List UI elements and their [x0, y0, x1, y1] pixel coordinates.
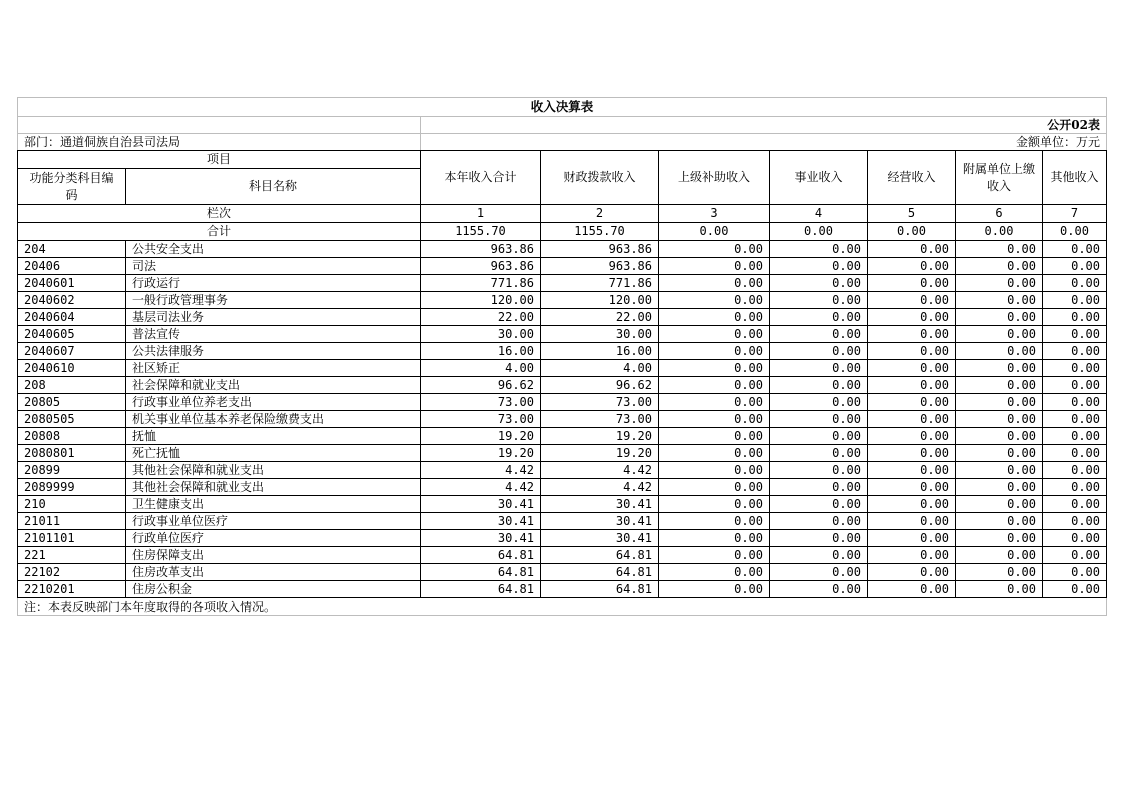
table-row [18, 394, 1107, 411]
amount-cell: 0.00 [956, 275, 1043, 292]
table-note: 注：本表反映部门本年度取得的各项收入情况。 [18, 598, 1107, 616]
report-table [17, 97, 1107, 616]
amount-cell: 64.81 [541, 581, 659, 598]
amount-cell: 0.00 [659, 241, 770, 258]
amount-cell: 0.00 [659, 564, 770, 581]
table-row [18, 258, 1107, 275]
amount-cell: 0.00 [956, 343, 1043, 360]
amount-cell: 19.20 [421, 445, 541, 462]
amount-cell: 0.00 [659, 292, 770, 309]
subject-name: 普法宣传 [126, 326, 421, 343]
blank-cell [18, 117, 421, 134]
amount-cell: 0.00 [956, 360, 1043, 377]
amount-cell: 963.86 [421, 241, 541, 258]
total-value: 0.00 [770, 223, 868, 241]
amount-cell: 19.20 [541, 428, 659, 445]
amount-cell: 16.00 [541, 343, 659, 360]
title-row [18, 98, 1107, 117]
header-project: 项目 [18, 151, 421, 169]
amount-cell: 0.00 [868, 258, 956, 275]
amount-cell: 0.00 [1043, 513, 1107, 530]
subject-code: 210 [18, 496, 126, 513]
header-col-3: 上级补助收入 [659, 151, 770, 205]
amount-cell: 0.00 [659, 462, 770, 479]
amount-cell: 0.00 [868, 547, 956, 564]
amount-cell: 120.00 [421, 292, 541, 309]
amount-cell: 0.00 [868, 496, 956, 513]
header-col-6: 附属单位上缴收入 [956, 151, 1043, 205]
amount-cell: 0.00 [770, 411, 868, 428]
amount-cell: 4.42 [421, 462, 541, 479]
amount-cell: 0.00 [868, 479, 956, 496]
amount-cell: 0.00 [1043, 292, 1107, 309]
amount-cell: 64.81 [421, 547, 541, 564]
amount-cell: 0.00 [659, 343, 770, 360]
amount-cell: 19.20 [541, 445, 659, 462]
amount-cell: 0.00 [1043, 411, 1107, 428]
amount-cell: 0.00 [956, 581, 1043, 598]
amount-cell: 0.00 [956, 428, 1043, 445]
form-number-row [18, 117, 1107, 134]
amount-cell: 0.00 [659, 530, 770, 547]
amount-cell: 0.00 [1043, 445, 1107, 462]
note-row [18, 598, 1107, 616]
amount-cell: 0.00 [956, 326, 1043, 343]
amount-cell: 30.41 [421, 513, 541, 530]
subject-code: 208 [18, 377, 126, 394]
table-row [18, 513, 1107, 530]
amount-cell: 0.00 [868, 377, 956, 394]
subject-code: 20805 [18, 394, 126, 411]
subject-code: 21011 [18, 513, 126, 530]
amount-cell: 0.00 [770, 445, 868, 462]
amount-cell: 0.00 [659, 445, 770, 462]
table-row [18, 462, 1107, 479]
subject-code: 2101101 [18, 530, 126, 547]
amount-cell: 0.00 [868, 462, 956, 479]
amount-cell: 0.00 [659, 394, 770, 411]
subject-name: 住房保障支出 [126, 547, 421, 564]
header-col-7: 其他收入 [1043, 151, 1107, 205]
total-value: 0.00 [956, 223, 1043, 241]
amount-cell: 0.00 [659, 428, 770, 445]
amount-cell: 0.00 [1043, 462, 1107, 479]
subject-code: 2080505 [18, 411, 126, 428]
column-number: 6 [956, 205, 1043, 223]
total-value: 0.00 [868, 223, 956, 241]
amount-cell: 963.86 [541, 241, 659, 258]
table-row [18, 377, 1107, 394]
amount-cell: 963.86 [421, 258, 541, 275]
amount-cell: 0.00 [1043, 275, 1107, 292]
amount-cell: 19.20 [421, 428, 541, 445]
amount-cell: 0.00 [770, 275, 868, 292]
subject-code: 2040601 [18, 275, 126, 292]
amount-cell: 0.00 [956, 411, 1043, 428]
subject-name: 机关事业单位基本养老保险缴费支出 [126, 411, 421, 428]
amount-cell: 0.00 [868, 428, 956, 445]
table-row [18, 343, 1107, 360]
subject-name: 社会保障和就业支出 [126, 377, 421, 394]
amount-cell: 64.81 [541, 547, 659, 564]
table-row [18, 479, 1107, 496]
table-row [18, 445, 1107, 462]
subject-name: 其他社会保障和就业支出 [126, 479, 421, 496]
amount-cell: 30.41 [541, 513, 659, 530]
amount-cell: 96.62 [421, 377, 541, 394]
amount-cell: 0.00 [1043, 343, 1107, 360]
header-name: 科目名称 [126, 169, 421, 205]
amount-cell: 0.00 [659, 258, 770, 275]
amount-cell: 0.00 [770, 513, 868, 530]
amount-cell: 0.00 [868, 292, 956, 309]
amount-cell: 30.41 [421, 496, 541, 513]
table-row [18, 411, 1107, 428]
amount-cell: 0.00 [868, 241, 956, 258]
amount-cell: 0.00 [868, 445, 956, 462]
amount-cell: 0.00 [1043, 241, 1107, 258]
amount-cell: 0.00 [770, 343, 868, 360]
amount-cell: 0.00 [1043, 309, 1107, 326]
column-number-row [18, 205, 1107, 223]
subject-code: 204 [18, 241, 126, 258]
amount-cell: 0.00 [770, 292, 868, 309]
amount-cell: 0.00 [868, 564, 956, 581]
header-col-2: 财政拨款收入 [541, 151, 659, 205]
header-col-4: 事业收入 [770, 151, 868, 205]
amount-cell: 0.00 [1043, 258, 1107, 275]
column-number: 4 [770, 205, 868, 223]
subject-name: 行政事业单位养老支出 [126, 394, 421, 411]
amount-cell: 963.86 [541, 258, 659, 275]
subject-name: 行政事业单位医疗 [126, 513, 421, 530]
subject-code: 221 [18, 547, 126, 564]
amount-cell: 0.00 [770, 241, 868, 258]
income-settlement-table [17, 97, 1106, 616]
table-row [18, 530, 1107, 547]
total-value: 1155.70 [541, 223, 659, 241]
amount-cell: 0.00 [1043, 581, 1107, 598]
header-code: 功能分类科目编码 [18, 169, 126, 205]
amount-cell: 0.00 [868, 275, 956, 292]
column-number: 2 [541, 205, 659, 223]
table-row [18, 360, 1107, 377]
department-row [18, 134, 1107, 151]
subject-name: 行政运行 [126, 275, 421, 292]
subject-name: 住房公积金 [126, 581, 421, 598]
amount-cell: 0.00 [956, 309, 1043, 326]
amount-cell: 0.00 [956, 496, 1043, 513]
amount-cell: 0.00 [659, 360, 770, 377]
subject-name: 卫生健康支出 [126, 496, 421, 513]
subject-name: 司法 [126, 258, 421, 275]
amount-cell: 0.00 [659, 479, 770, 496]
amount-cell: 0.00 [956, 530, 1043, 547]
header-col-5: 经营收入 [868, 151, 956, 205]
amount-cell: 0.00 [868, 581, 956, 598]
amount-cell: 0.00 [868, 343, 956, 360]
amount-cell: 120.00 [541, 292, 659, 309]
column-number: 1 [421, 205, 541, 223]
amount-cell: 30.41 [541, 530, 659, 547]
subject-name: 死亡抚恤 [126, 445, 421, 462]
amount-cell: 0.00 [1043, 496, 1107, 513]
table-title: 收入决算表 [18, 98, 1107, 117]
subject-code: 22102 [18, 564, 126, 581]
amount-cell: 0.00 [868, 309, 956, 326]
form-number: 公开02表 [421, 117, 1107, 134]
table-row [18, 309, 1107, 326]
amount-cell: 0.00 [659, 309, 770, 326]
department-label: 部门：通道侗族自治县司法局 [18, 134, 421, 151]
amount-cell: 0.00 [956, 292, 1043, 309]
amount-cell: 0.00 [659, 547, 770, 564]
amount-cell: 0.00 [659, 275, 770, 292]
amount-cell: 0.00 [1043, 360, 1107, 377]
amount-cell: 4.42 [421, 479, 541, 496]
table-row [18, 547, 1107, 564]
table-header [18, 151, 1107, 241]
subject-name: 公共安全支出 [126, 241, 421, 258]
amount-cell: 0.00 [770, 360, 868, 377]
amount-cell: 0.00 [659, 496, 770, 513]
amount-cell: 0.00 [659, 326, 770, 343]
table-row [18, 581, 1107, 598]
subject-name: 社区矫正 [126, 360, 421, 377]
amount-cell: 96.62 [541, 377, 659, 394]
table-row [18, 292, 1107, 309]
column-number: 5 [868, 205, 956, 223]
amount-cell: 0.00 [770, 462, 868, 479]
amount-cell: 0.00 [1043, 394, 1107, 411]
amount-cell: 0.00 [770, 496, 868, 513]
amount-cell: 0.00 [770, 479, 868, 496]
header-col-1: 本年收入合计 [421, 151, 541, 205]
amount-cell: 30.00 [421, 326, 541, 343]
subject-name: 公共法律服务 [126, 343, 421, 360]
column-number-label: 栏次 [18, 205, 421, 223]
subject-code: 2040610 [18, 360, 126, 377]
subject-name: 其他社会保障和就业支出 [126, 462, 421, 479]
amount-cell: 0.00 [868, 411, 956, 428]
table-row [18, 326, 1107, 343]
subject-code: 2040607 [18, 343, 126, 360]
amount-cell: 0.00 [770, 394, 868, 411]
amount-cell: 0.00 [770, 547, 868, 564]
amount-cell: 0.00 [868, 326, 956, 343]
amount-cell: 0.00 [868, 530, 956, 547]
amount-cell: 30.41 [541, 496, 659, 513]
amount-cell: 0.00 [868, 513, 956, 530]
amount-cell: 0.00 [956, 547, 1043, 564]
amount-cell: 4.42 [541, 479, 659, 496]
total-label: 合计 [18, 223, 421, 241]
amount-cell: 30.00 [541, 326, 659, 343]
amount-cell: 4.42 [541, 462, 659, 479]
amount-cell: 0.00 [659, 411, 770, 428]
subject-code: 2080801 [18, 445, 126, 462]
amount-cell: 0.00 [1043, 547, 1107, 564]
amount-cell: 0.00 [770, 326, 868, 343]
amount-cell: 73.00 [541, 411, 659, 428]
subject-name: 基层司法业务 [126, 309, 421, 326]
table-row [18, 275, 1107, 292]
amount-cell: 0.00 [1043, 377, 1107, 394]
amount-cell: 0.00 [770, 581, 868, 598]
amount-cell: 771.86 [541, 275, 659, 292]
amount-cell: 0.00 [659, 377, 770, 394]
amount-cell: 4.00 [541, 360, 659, 377]
amount-cell: 0.00 [770, 564, 868, 581]
subject-name: 行政单位医疗 [126, 530, 421, 547]
amount-cell: 0.00 [770, 377, 868, 394]
amount-cell: 22.00 [421, 309, 541, 326]
amount-cell: 73.00 [541, 394, 659, 411]
table-row [18, 564, 1107, 581]
amount-cell: 771.86 [421, 275, 541, 292]
total-value: 1155.70 [421, 223, 541, 241]
table-row [18, 496, 1107, 513]
amount-cell: 0.00 [659, 581, 770, 598]
amount-cell: 0.00 [868, 394, 956, 411]
subject-name: 抚恤 [126, 428, 421, 445]
amount-cell: 0.00 [956, 445, 1043, 462]
amount-cell: 0.00 [956, 394, 1043, 411]
table-row [18, 428, 1107, 445]
subject-code: 20406 [18, 258, 126, 275]
subject-name: 一般行政管理事务 [126, 292, 421, 309]
amount-cell: 0.00 [956, 258, 1043, 275]
amount-cell: 30.41 [421, 530, 541, 547]
amount-cell: 0.00 [770, 258, 868, 275]
column-number: 7 [1043, 205, 1107, 223]
amount-cell: 22.00 [541, 309, 659, 326]
subject-code: 2040604 [18, 309, 126, 326]
amount-cell: 73.00 [421, 394, 541, 411]
table-body [18, 241, 1107, 598]
amount-cell: 16.00 [421, 343, 541, 360]
amount-cell: 0.00 [956, 377, 1043, 394]
amount-cell: 64.81 [421, 564, 541, 581]
amount-cell: 73.00 [421, 411, 541, 428]
total-row [18, 223, 1107, 241]
amount-cell: 0.00 [956, 241, 1043, 258]
subject-code: 2040605 [18, 326, 126, 343]
amount-cell: 0.00 [956, 564, 1043, 581]
amount-cell: 0.00 [770, 428, 868, 445]
subject-code: 2040602 [18, 292, 126, 309]
amount-cell: 0.00 [868, 360, 956, 377]
amount-unit: 金额单位：万元 [421, 134, 1107, 151]
amount-cell: 64.81 [421, 581, 541, 598]
subject-code: 2210201 [18, 581, 126, 598]
column-number: 3 [659, 205, 770, 223]
amount-cell: 0.00 [1043, 428, 1107, 445]
total-value: 0.00 [659, 223, 770, 241]
total-value: 0.00 [1043, 223, 1107, 241]
amount-cell: 0.00 [1043, 564, 1107, 581]
amount-cell: 64.81 [541, 564, 659, 581]
amount-cell: 0.00 [1043, 530, 1107, 547]
amount-cell: 4.00 [421, 360, 541, 377]
subject-code: 20808 [18, 428, 126, 445]
amount-cell: 0.00 [956, 462, 1043, 479]
subject-code: 20899 [18, 462, 126, 479]
amount-cell: 0.00 [659, 513, 770, 530]
amount-cell: 0.00 [956, 479, 1043, 496]
amount-cell: 0.00 [770, 309, 868, 326]
table-row [18, 241, 1107, 258]
subject-name: 住房改革支出 [126, 564, 421, 581]
subject-code: 2089999 [18, 479, 126, 496]
amount-cell: 0.00 [1043, 326, 1107, 343]
amount-cell: 0.00 [1043, 479, 1107, 496]
amount-cell: 0.00 [770, 530, 868, 547]
amount-cell: 0.00 [956, 513, 1043, 530]
